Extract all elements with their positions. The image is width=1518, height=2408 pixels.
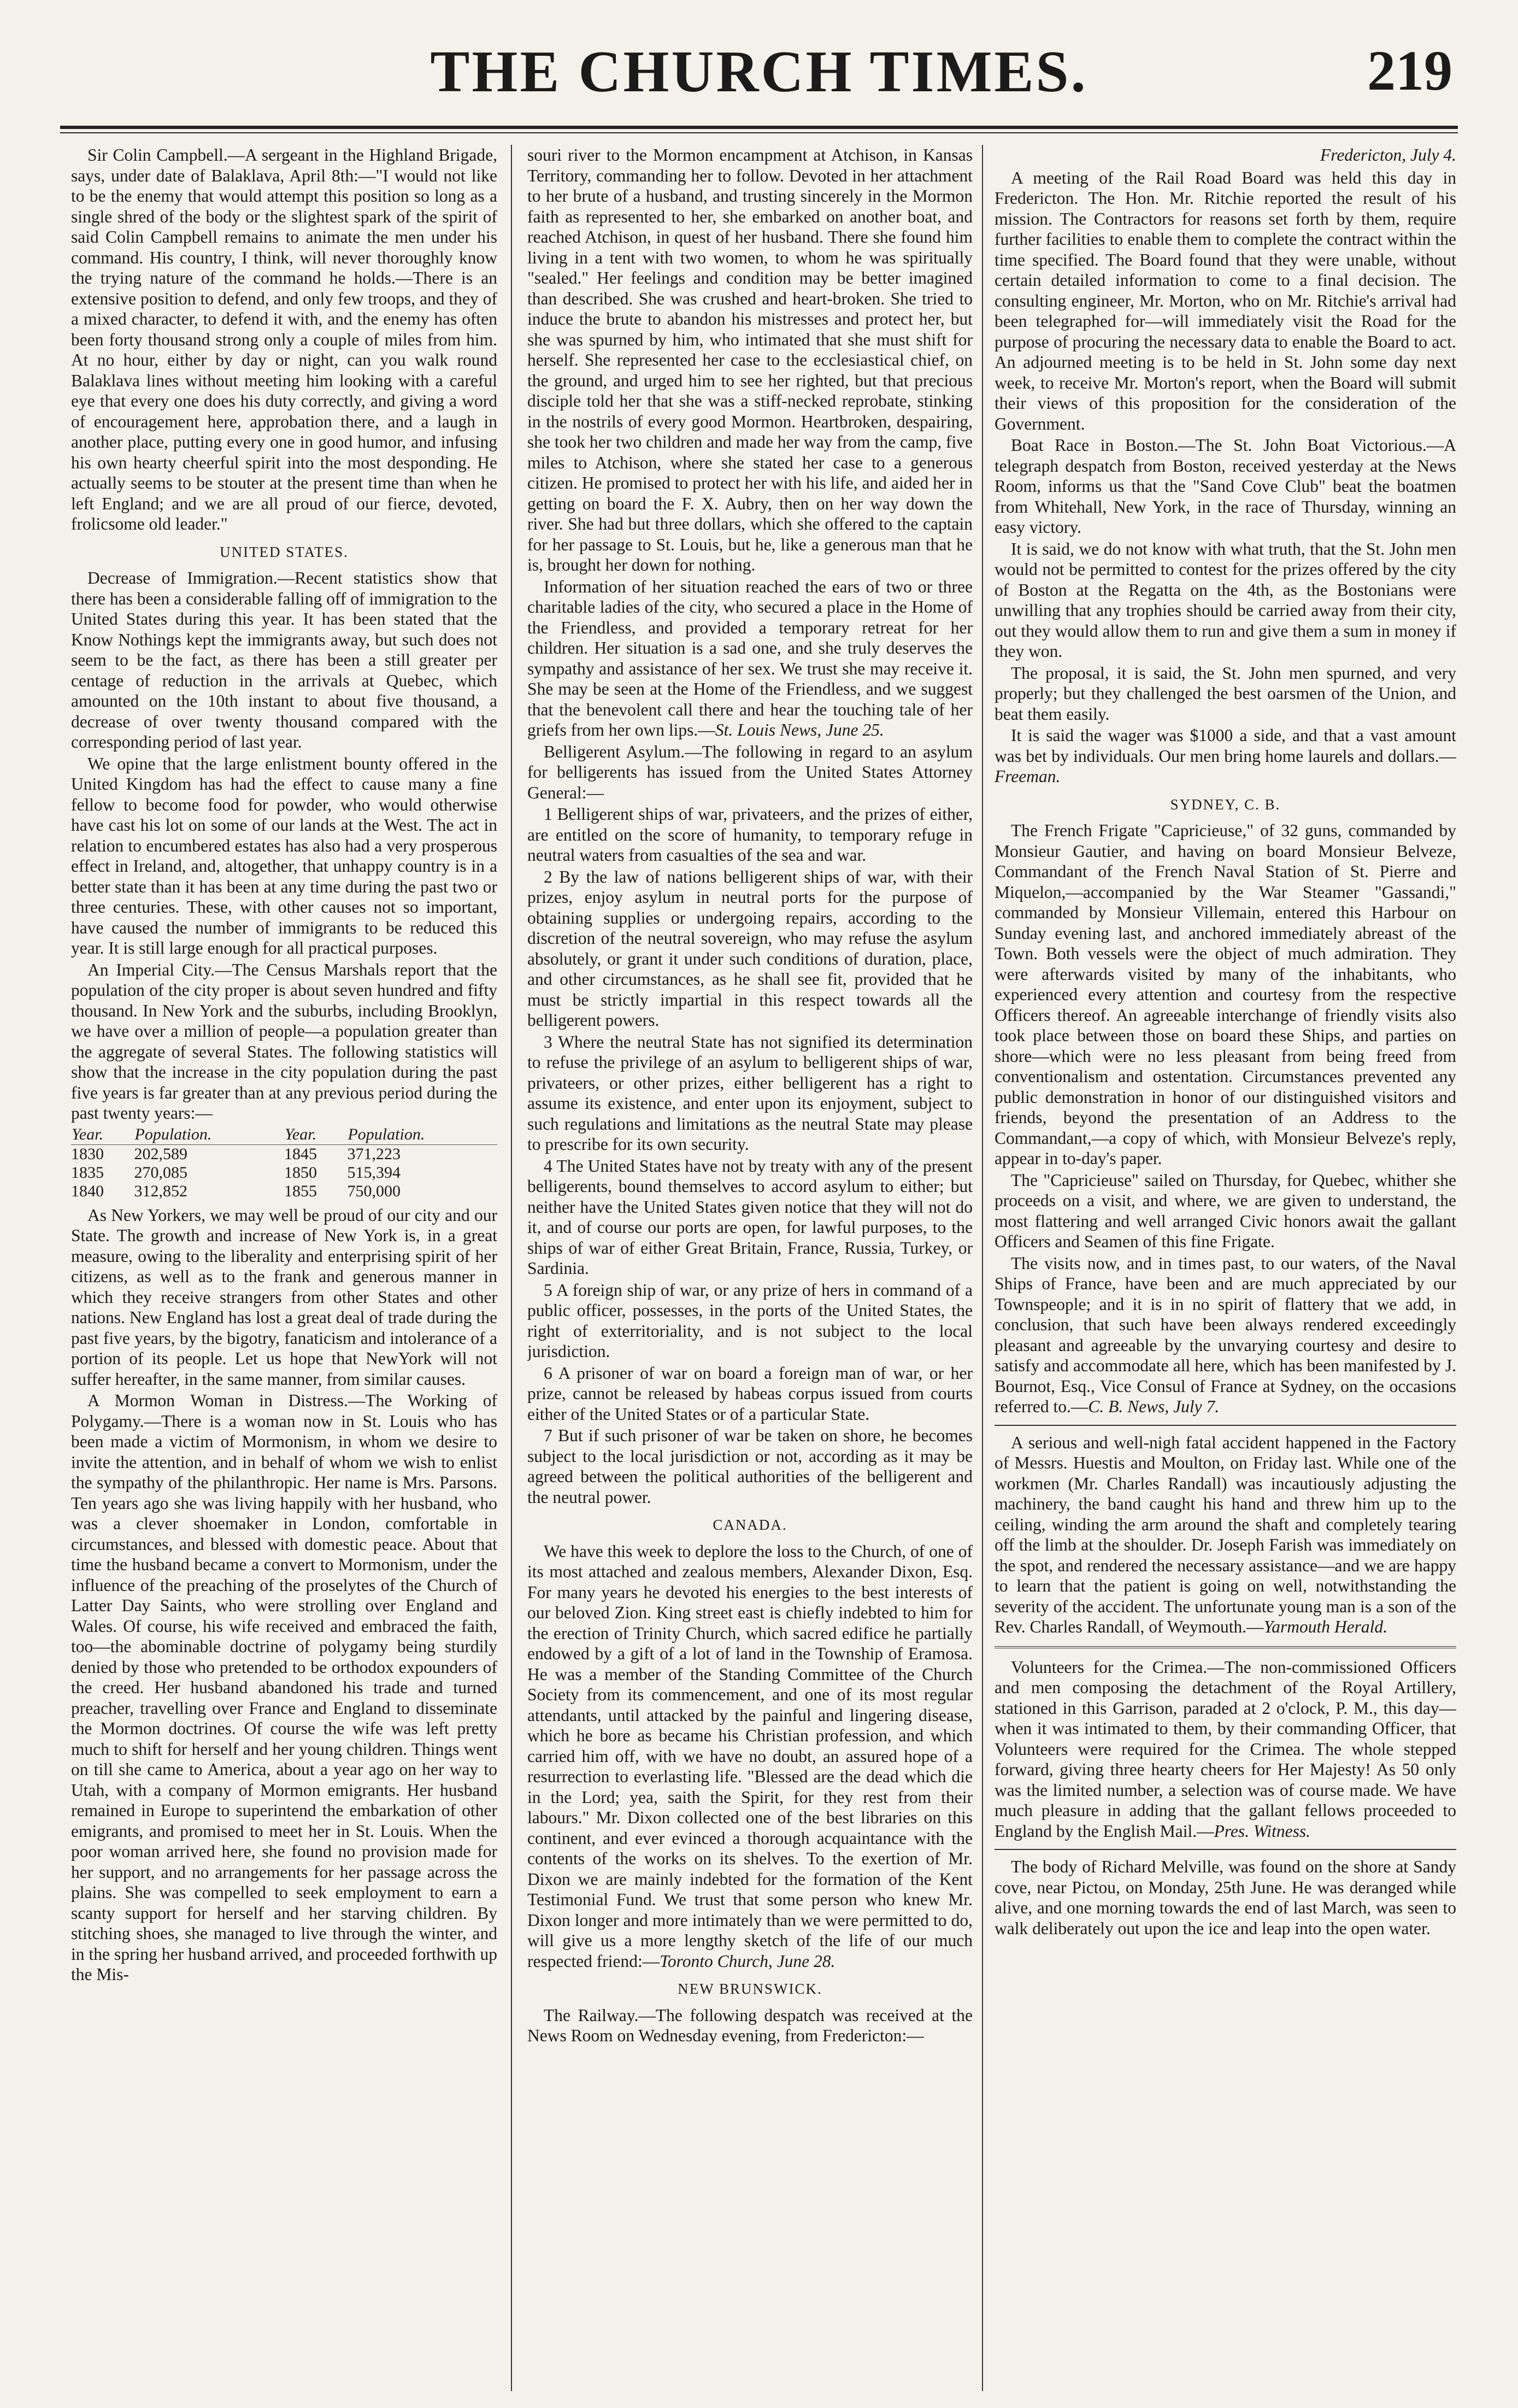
article-text: We have this week to deplore the loss to the Church, of one of its most attached and zealous members, Alexander Dixon, Esq. For many years he devoted his energies to the best interests of our beloved Zion. King street east is chiefly indebted to him for the erection of Trinity Church, which sacred edifice he partially endowed by a gift of a lot of land in the Township of Eramosa. He was a member of the Standing Committee of the Church Society from its commencement, and one of its most regular attendants, until attacked by the painful and lingering disease, which he bore as became his Christian profession, and which carried him off, with we have no doubt, an assured hope of a resurrection to everlasting life. "Blessed are the dead which die in the Lord; yea, saith the Spirit, for they rest from their labours." Mr. Dixon collected one of the best libraries on this continent, and ever evinced a thorough acquaintance with the contents of the works on its shelves. To the exertion of Mr. Dixon we are mainly indebted for the formation of the Kent Testimonial Fund. We trust that some person who knew Mr. Dixon longer and more intimately than we were permitted to do, will give us a more lengthy sketch of the life of our much respected friend:—: [527, 1541, 973, 1971]
section-heading-new-brunswick: NEW BRUNSWICK.: [678, 1981, 822, 1997]
article-mormon-woman-cont2: [527, 577, 973, 741]
newspaper-title: THE CHURCH TIMES.: [430, 39, 1088, 104]
table-cell: 202,589: [134, 1144, 187, 1163]
table-cell: 750,000: [347, 1182, 401, 1200]
asylum-item-3: 3 Where the neutral State has not signified its determination to refuse the privilege of an asylum to belligerent ships of war, privateers, or other prizes, either belligerent has a right to assume its existence, and enter upon its enjoyment, subject to such regulations and limitations as the neutral State may please to prescribe for its own security.: [527, 1032, 973, 1154]
article-text: The visits now, and in times past, to our waters, of the Naval Ships of France, have been and are much appreciated by our Townspeople; and it is in no spirit of flattery that we add, in conclusion, that such have been always rendered exceedingly pleasant and agreeable by the unvarying courtesy and desire to satisfy and accommodate all here, which has been manifested by J. Bournot, Esq., Vice Consul of France at Sydney, on the occasions referred to.—: [995, 1253, 1456, 1416]
table-cell: 1845: [284, 1144, 317, 1163]
source-attribution: Pres. Witness.: [1214, 1821, 1311, 1841]
column-1: [71, 145, 497, 2391]
asylum-item-2: 2 By the law of nations belligerent ships of war, with their prizes, enjoy asylum in neutral ports for the purpose of obtaining supplies or undergoing repairs, according to the discretion of the neutral sovereign, who may refuse the asylum absolutely, or grant it under such conditions of duration, place, and other circumstances, as he shall see fit, provided that he must be strictly impartial in this respect towards all the belligerent powers.: [527, 867, 973, 1030]
masthead: [0, 0, 1518, 137]
source-attribution: Yarmouth Herald.: [1263, 1617, 1388, 1636]
table-header: Population.: [134, 1125, 284, 1145]
article-belligerent-asylum: Belligerent Asylum.—The following in regard to an asylum for belligerents has issued from the United States Attorney General:—: [527, 742, 973, 802]
source-attribution: Freeman.: [995, 767, 1061, 786]
table-header: Population.: [347, 1125, 497, 1145]
section-heading-united-states: UNITED STATES.: [220, 543, 349, 560]
asylum-item-6: 6 A prisoner of war on board a foreign man of war, or her prize, cannot be released by habeas corpus issued from courts either of the United States or of a particular State.: [527, 1363, 973, 1424]
asylum-item-7: 7 But if such prisoner of war be taken on shore, he becomes subject to the local jurisdiction or not, according as it may be agreed between the political authorities of the belligerent and the neutral power.: [527, 1426, 973, 1507]
source-attribution: Toronto Church, June 28.: [660, 1951, 836, 1971]
article-mormon-woman-cont: souri river to the Mormon encampment at Atchison, in Kansas Territory, commanding her to follow. Devoted in her attachment to her brute of a husband, and trusting sincerely in the Mormon faith as represented to her, she embarked on another boat, and reached Atchison, in quest of her husband. There she found him living in a tent with two women, to whom he was spiritually "sealed." Her feelings and condition may be better imagined than described. She was crushed and heart-broken. She tried to induce the brute to abandon his mistresses and protect her, but she was spurned by him, who intimated that she must shift for herself. She represented her case to the ecclesiastical chief, on the ground, and urged him to see her righted, but that precious disciple told her that she was a stiff-necked reprobate, stinking in the nostrils of every good Mormon. Heartbroken, despairing, she took her two children and made her way from the camp, five miles to Atchison, where she stated her case to a generous citizen. He promised to protect her with his life, and aided her in getting on board the F. X. Aubry, then on her way down the river. She had but three dollars, which she offered to the captain for her passage to St. Louis, but he, like a generous man that he is, brought her down for nothing.: [527, 145, 973, 574]
table-row: [71, 1144, 497, 1164]
table-row: [71, 1164, 497, 1182]
article-french-frigate-cont: The "Capricieuse" sailed on Thursday, for Quebec, whither she proceeds on a visit, and where, we are given to understand, the most flattering and well arranged Civic honors await the gallant Officers and Seamen of this fine Frigate.: [995, 1170, 1456, 1251]
column-3: [995, 145, 1456, 2391]
article-fredericton: A meeting of the Rail Road Board was held this day in Fredericton. The Hon. Mr. Ritchie reported the result of his mission. The Contractors for reasons set forth by them, require further facilities to enable them to complete the contract within the time specified. The Board found that they were unable, without certain detailed information to come to a final decision. The consulting engineer, Mr. Morton, who on Mr. Ritchie's arrival had been telegraphed for—will immediately visit the Road for the purpose of procuring the necessary data to enable the Board to act. An adjourned meeting is to be held in St. John some day next week, to receive Mr. Morton's report, when the Board will submit their views of this proposition for the consideration of the Government.: [995, 168, 1456, 433]
article-crimea-volunteers: [995, 1657, 1456, 1842]
table-header: Year.: [71, 1125, 134, 1145]
dateline: Fredericton, July 4.: [1320, 145, 1456, 165]
article-mormon-woman: A Mormon Woman in Distress.—The Working of Polygamy.—There is a woman now in St. Louis who has been made a victim of Mormonism, in whom we desire to invite the attention, and in behalf of whom we wish to enlist the sympathy of the philanthropic. Her name is Mrs. Parsons. Ten years ago she was living happily with her husband, who was a clever shoemaker in London, comfortable in circumstances, and blessed with domestic peace. About that time the husband became a convert to Mormonism, under the influence of the preaching of the proselytes of the Church of Latter Day Saints, who were strolling over England and Wales. Of course, his wife received and embraced the faith, too—the abominable doctrine of polygamy being sturdily denied by those who pretended to be orthodox expounders of the creed. Her husband abandoned his trade and turned preacher, travelling over France and England to disseminate the Mormon doctrines. Of course the wife was left pretty much to shift for herself and her young children. Things went on till she came to America, about a year ago on her way to Utah, with a company of Mormon emigrants. Her husband remained in Europe to superintend the embarkation of other emigrants, and promised to meet her in St. Louis. When the poor woman arrived here, she found no provision made for her support, and no arrangements for her passage across the plains. She was compelled to seek employment to earn a scanty support for herself and her starving children. By stitching shoes, she managed to live through the winter, and in the spring her husband arrived, and proceeded forthwith up the Mis-: [71, 1391, 497, 1984]
column-divider: [511, 145, 512, 2391]
article-boat-race-cont: The proposal, it is said, the St. John men spurned, and very properly; but they challenged the best oarsmen of the Union, and beat them easily.: [995, 663, 1456, 724]
table-cell: 1840: [71, 1182, 104, 1200]
asylum-item-1: 1 Belligerent ships of war, privateers, and the prizes of either, are entitled on the score of humanity, to temporary refuge in neutral waters from casualties of the sea and war.: [527, 804, 973, 865]
table-cell: 371,223: [347, 1144, 401, 1163]
article-divider: [995, 1646, 1456, 1651]
table-header-row: [71, 1125, 497, 1145]
population-table: [71, 1125, 497, 1201]
article-text: Information of her situation reached the ears of two or three charitable ladies of the city, who secured a place in the Home of the Friendless, and provided a temporary retreat for her children. Her situation is a sad one, and she truly deserves the sympathy and assistance of her sex. We trust she may receive it. She may be seen at the Home of the Friendless, and we suggest that the benevolent call there and hear the touching tale of her griefs from her own lips.—: [527, 577, 973, 739]
table-cell: 270,085: [134, 1163, 187, 1182]
column-divider: [982, 145, 983, 2391]
column-2: [527, 145, 973, 2391]
article-imperial-city: An Imperial City.—The Census Marshals report that the population of the city proper is about seven hundred and fifty thousand. In New York and the suburbs, including Brooklyn, we have over a million of people—a population greater than the aggregate of several States. The following statistics will show that the increase in the city population during the past five years is far greater than at any previous period during the past twenty years:—: [71, 960, 497, 1123]
article-imperial-city-cont: As New Yorkers, we may well be proud of our city and our State. The growth and increase of New York is, in a great measure, owing to the liberality and enterprising spirit of her citizens, as well as to the frank and generous manner in which they receive strangers from other States and other nations. New England has lost a great deal of trade during the past five years, by the bigotry, fanaticism and intolerance of a portion of its people. Let us hope that NewYork will not suffer hereafter, in the same manner, from similar causes.: [71, 1205, 497, 1389]
table-cell: 1855: [284, 1182, 317, 1200]
table-cell: 515,394: [347, 1163, 401, 1182]
article-accident: [995, 1432, 1456, 1637]
source-attribution: C. B. News, July 7.: [1088, 1397, 1220, 1416]
article-melville: The body of Richard Melville, was found on the shore at Sandy cove, near Pictou, on Monday, 25th June. He was deranged while alive, and one morning towards the end of last March, was seen to walk deliberately out upon the ice and leap into the open water.: [995, 1857, 1456, 1938]
section-heading-sydney: SYDNEY, C. B.: [1170, 796, 1281, 813]
article-divider: [995, 1849, 1456, 1850]
article-french-frigate-cont: [995, 1253, 1456, 1417]
page-number: 219: [1367, 39, 1452, 102]
article-railway: The Railway.—The following despatch was received at the News Room on Wednesday evening, from Fredericton:—: [527, 2005, 973, 2045]
asylum-item-4: 4 The United States have not by treaty with any of the present belligerents, bound themselves to accord asylum to either; but neither have the United States given notice that they will not do it, and of course our ports are open, for lawful purposes, to the ships of war of either Great Britain, France, Russia, Turkey, or Sardinia.: [527, 1156, 973, 1278]
table-row: [71, 1182, 497, 1201]
article-boat-race: Boat Race in Boston.—The St. John Boat Victorious.—A telegraph despatch from Boston, received yesterday at the News Room, informs us that the "Sand Cove Club" beat the boatmen from Whitehall, New York, in the race of Thursday, winning an easy victory.: [995, 436, 1456, 537]
article-text: It is said the wager was $1000 a side, and that a vast amount was bet by individuals. Our men bring home laurels and dollars.—: [995, 726, 1456, 766]
article-immigration-cont: We opine that the large enlistment bounty offered in the United Kingdom has had the effect to cause many a fine fellow to become food for powder, who would otherwise have cast his lot on some of our lands at the West. The act in relation to encumbered estates has also had a very prosperous effect in Ireland, and, altogether, that unhappy country is in a better state than it has been at any time during the past two or three centuries. These, with other causes not so important, have caused the number of immigrants to be reduced this year. It is still large enough for all practical purposes.: [71, 754, 497, 958]
table-cell: 1850: [284, 1163, 317, 1182]
masthead-rule: [60, 126, 1458, 133]
article-dixon: [527, 1541, 973, 1972]
table-cell: 312,852: [134, 1182, 187, 1200]
table-cell: 1835: [71, 1163, 104, 1182]
table-cell: 1830: [71, 1144, 104, 1163]
table-header: Year.: [284, 1125, 348, 1145]
asylum-item-5: 5 A foreign ship of war, or any prize of hers in command of a public officer, possesses, in the ports of the United States, the right of exterritoriality, and is not subject to the local jurisdiction.: [527, 1280, 973, 1361]
article-campbell: Sir Colin Campbell.—A sergeant in the Highland Brigade, says, under date of Balaklava, April 8th:—"I would not like to be the enemy that would attempt this position so long as a single shred of the body or the slightest spark of the spirit of said Colin Campbell remains to animate the men under his command. His country, I think, will never thoroughly know the trying nature of the command he holds.—There is an extensive position to defend, and only few troops, and they of a mixed character, to defend it with, and the enemy has often been forty thousand strong only a couple of miles from him. At no hour, either by day or night, can you walk round Balaklava lines without meeting him looking with a careful eye that every one does his duty correctly, and giving a word of encouragement here, approbation there, and a laugh in another place, putting every one in good humor, and infusing his own hearty cheerful spirit into the most desponding. He actually seems to be stouter at the present time than when he left England; and we are all proud of our fierce, devoted, frolicsome old leader.": [71, 145, 497, 533]
article-text: Volunteers for the Crimea.—The non-commissioned Officers and men composing the detachment of the Royal Artillery, stationed in this Garrison, paraded at 2 o'clock, P. M., this day—when it was intimated to them, by their commanding Officer, that Volunteers were required for the Crimea. The whole stepped forward, giving three hearty cheers for Her Majesty! As 50 only was the limited number, a selection was of course made. We have much pleasure in adding that the gallant fellows proceeded to England by the English Mail.—: [995, 1657, 1456, 1841]
article-immigration: Decrease of Immigration.—Recent statistics show that there has been a considerable falling off of immigration to the United States during this year. It has been stated that the Know Nothings kept the immigrants away, but such does not seem to be the fact, as there has been a still greater per centage of reduction in the arrivals at Quebec, which amounted on the 10th instant to about five thousand, a decrease of over twenty thousand compared with the corresponding period of last year.: [71, 568, 497, 751]
source-attribution: St. Louis News, June 25.: [715, 720, 884, 739]
article-french-frigate: The French Frigate "Capricieuse," of 32 guns, commanded by Monsieur Gautier, and having on board Monsieur Belveze, Commandant of the French Naval Station of St. Pierre and Miquelon,—accompanied by the War Steamer "Gassandi," commanded by Monsieur Villemain, entered this Harbour on Sunday evening last, and anchored immediately abreast of the Town. Both vessels were the object of much admiration. They were afterwards visited by many of the inhabitants, who experienced every attention and courtesy from the respective Officers thereof. An agreeable interchange of friendly visits also took place between those on board these Ships, and parties on shore—which were no less pleasant from being freed from conventionalism and ostentation. Circumstances prevented any public demonstration in honor of our distinguished visitors and friends, beyond the presentation of an Address to the Commandant,—a copy of which, with Monsieur Belveze's reply, appear in to-day's paper.: [995, 821, 1456, 1168]
article-text: A serious and well-nigh fatal accident happened in the Factory of Messrs. Huestis and Moulton, on Friday last. While one of the workmen (Mr. Charles Randall) was incautiously adjusting the machinery, the band caught his hand and threw him up to the ceiling, winding the arm around the shaft and completely tearing off the limb at the shoulder. Dr. Joseph Farish was immediately on the spot, and rendered the necessary assistance—and we are happy to learn that the patient is going on well, notwithstanding the severity of the accident. The unfortunate young man is a son of the Rev. Charles Randall, of Weymouth.—: [995, 1432, 1456, 1636]
article-boat-race-cont: It is said, we do not know with what truth, that the St. John men would not be permitted to contest for the prizes offered by the city of Boston at the Regatta on the 4th, as the Bostonians were unwilling that any trophies should be carried away from their city, out they would allow them to run and give them a sum in money if they won.: [995, 539, 1456, 661]
article-divider: [995, 1425, 1456, 1426]
section-heading-canada: CANADA.: [713, 1517, 787, 1533]
article-boat-race-cont: [995, 725, 1456, 787]
